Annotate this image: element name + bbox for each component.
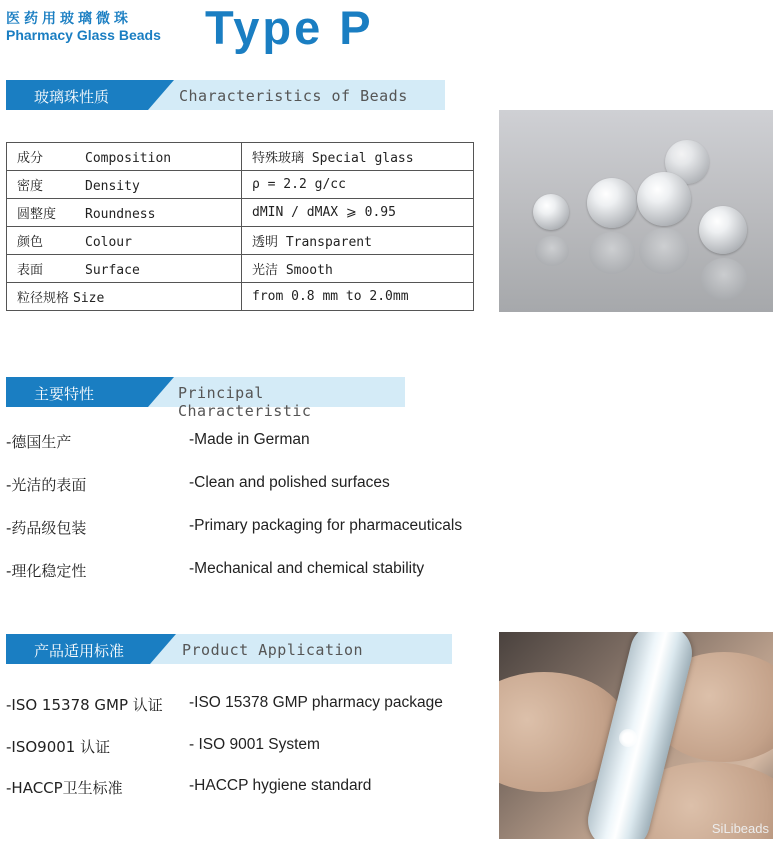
section-banner-application xyxy=(6,634,452,664)
characteristics-table xyxy=(6,142,474,311)
table-row xyxy=(7,171,474,199)
title-chinese: 医药用玻璃微珠 xyxy=(6,11,132,27)
row-label-en: Composition xyxy=(85,151,172,166)
row-value: 透明 Transparent xyxy=(242,227,474,255)
glass-beads-photo xyxy=(499,110,773,312)
section-title-en: Product Application xyxy=(182,641,364,659)
table-row xyxy=(7,227,474,255)
section-title-en: Principal Characteristic xyxy=(178,384,312,420)
row-label-en: Density xyxy=(85,179,140,194)
row-label-en: Colour xyxy=(85,235,132,250)
item-cn: -德国生产 xyxy=(6,433,72,451)
row-label-cn: 颜色 xyxy=(17,235,44,250)
row-value: 特殊玻璃 Special glass xyxy=(242,143,474,171)
row-value: from 0.8 mm to 2.0mm xyxy=(242,283,474,311)
section-banner-principal xyxy=(6,377,405,420)
item-cn: -ISO9001 认证 xyxy=(6,738,111,756)
table-row xyxy=(7,255,474,283)
section-banner-characteristics xyxy=(6,80,445,110)
row-label-cn: 成分 xyxy=(17,151,44,166)
row-value: ρ = 2.2 g/cc xyxy=(242,171,474,199)
glint xyxy=(619,729,637,747)
item-cn: -HACCP卫生标准 xyxy=(6,779,123,797)
row-value: dMIN / dMAX ⩾ 0.95 xyxy=(242,199,474,227)
type-heading: Type P xyxy=(205,1,374,54)
row-label-cn: 密度 xyxy=(17,179,44,194)
item-en: - ISO 9001 System xyxy=(189,736,320,753)
item-en: -Primary packaging for pharmaceuticals xyxy=(189,517,463,534)
item-cn: -药品级包装 xyxy=(6,519,87,537)
section-title-cn: 主要特性 xyxy=(34,385,95,403)
vial-in-hand-photo xyxy=(499,632,773,839)
item-en: -Mechanical and chemical stability xyxy=(189,560,425,577)
item-cn: -ISO 15378 GMP 认证 xyxy=(6,696,163,714)
row-label-cn: 粒径规格 xyxy=(17,291,70,306)
table-row xyxy=(7,283,474,311)
row-label-cn: 圆整度 xyxy=(17,207,57,222)
row-label-en: Roundness xyxy=(85,207,156,222)
row-label-cn: 表面 xyxy=(17,263,44,278)
brand-watermark: SiLibeads xyxy=(711,821,769,836)
table-row xyxy=(7,199,474,227)
item-en: -HACCP hygiene standard xyxy=(189,777,372,794)
item-en: -Made in German xyxy=(189,431,310,448)
section-title-en: Characteristics of Beads xyxy=(179,87,408,105)
row-value: 光洁 Smooth xyxy=(242,255,474,283)
item-cn: -理化稳定性 xyxy=(6,562,87,580)
row-label-en: Surface xyxy=(85,263,140,278)
item-en: -ISO 15378 GMP pharmacy package xyxy=(189,694,443,711)
table-row xyxy=(7,143,474,171)
item-en: -Clean and polished surfaces xyxy=(189,474,390,491)
section-title-cn: 产品适用标准 xyxy=(34,642,125,660)
row-label-en: Size xyxy=(73,291,105,306)
title-english: Pharmacy Glass Beads xyxy=(6,27,161,43)
section-title-cn: 玻璃珠性质 xyxy=(34,88,110,106)
item-cn: -光洁的表面 xyxy=(6,476,87,494)
